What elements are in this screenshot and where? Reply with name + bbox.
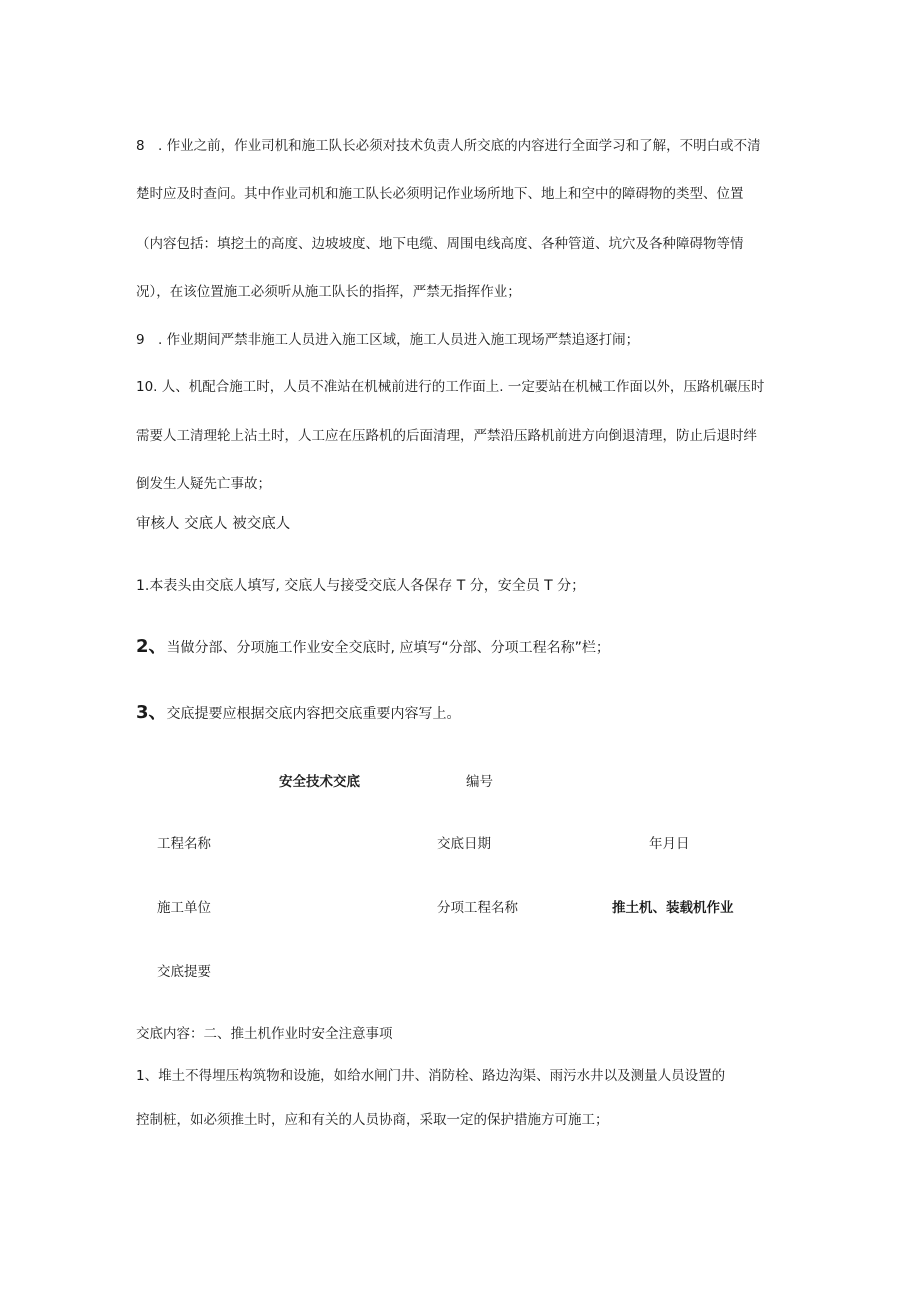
content-item-1-line-2: 控制桩，如必须推土时，应和有关的人员协商，采取一定的保护措施方可施工；: [136, 1112, 609, 1128]
note-3-number: 3、: [136, 702, 167, 723]
code-label: 编号: [466, 774, 493, 790]
item-9-text-1: . 作业期间严禁非施工人员进入施工区域，施工人员进入施工现场严禁追逐打闹；: [158, 332, 640, 348]
note-3: [136, 703, 461, 724]
item-10-line-1: 10. 人、机配合施工时，人员不准站在机械前进行的工作面上. 一定要站在机械工作面以外，压路机碾压时: [136, 379, 765, 395]
note-2-number: 2、: [136, 636, 167, 657]
subproject-label: 分项工程名称: [437, 900, 518, 916]
unit-label: 施工单位: [157, 900, 211, 916]
note-2: [136, 637, 610, 658]
note-1: [136, 576, 585, 596]
note-1-text: 本表头由交底人填写, 交底人与接受交底人各保存 T 分，安全员 T 分；: [149, 578, 586, 594]
item-10-line-3: 倒发生人疑先亡事故；: [136, 476, 271, 492]
item-8-line-3: （内容包括：填挖土的高度、边坡坡度、地下电缆、周围电线高度、各种管道、坑穴及各种障碍物等情: [136, 236, 744, 252]
item-10-line-2: 需要人工清理轮上沾土时，人工应在压路机的后面清理，严禁沿压路机前进方向倒退清理，防止后退时绊: [136, 428, 757, 444]
item-8-line-4: 况），在该位置施工必须听从施工队长的指挥，严禁无指挥作业；: [136, 284, 521, 300]
note-2-text: 当做分部、分项施工作业安全交底时, 应填写“分部、分项工程名称”栏；: [166, 640, 610, 656]
content-item-1-line-1: 1、堆土不得埋压构筑物和设施，如给水闸门井、消防栓、路边沟渠、雨污水井以及测量人员设置的: [136, 1068, 726, 1084]
content-heading: 交底内容：二、推土机作业时安全注意事项: [136, 1026, 393, 1042]
note-3-text: 交底提要应根据交底内容把交底重要内容写上。: [166, 706, 461, 722]
form-title: 安全技术交底: [279, 774, 360, 790]
item-8-text-1: . 作业之前，作业司机和施工队长必须对技术负责人所交底的内容进行全面学习和了解，不明白或不清: [158, 138, 761, 154]
subproject-value: 推土机、装载机作业: [612, 900, 734, 916]
date-value: 年月日: [649, 836, 690, 852]
note-1-number: 1.: [136, 578, 150, 594]
item-8-number: 8: [136, 138, 145, 154]
project-name-label: 工程名称: [157, 836, 211, 852]
date-label: 交底日期: [437, 836, 491, 852]
item-8-line-1: [136, 136, 761, 156]
signature-line: 审核人 交底人 被交底人: [136, 516, 291, 532]
item-9-line-1: [136, 330, 639, 350]
summary-label: 交底提要: [157, 964, 211, 980]
item-8-line-2: 楚时应及时查问。其中作业司机和施工队长必须明记作业场所地下、地上和空中的障碍物的类型、位置: [136, 186, 744, 202]
item-9-number: 9: [136, 332, 145, 348]
